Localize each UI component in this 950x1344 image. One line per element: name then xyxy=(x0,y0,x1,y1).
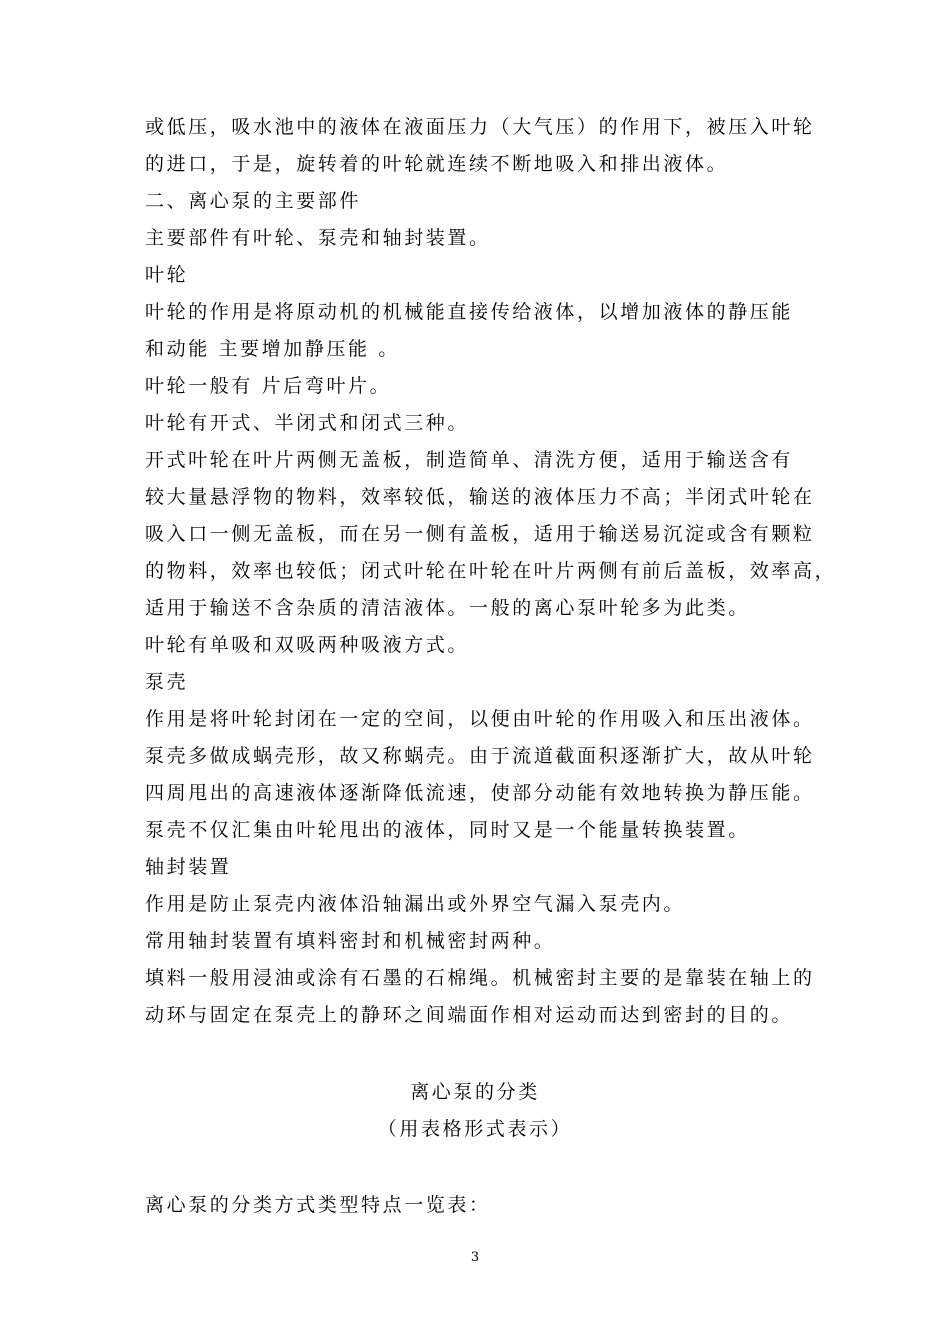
body-line: 作用是防止泵壳内液体沿轴漏出或外界空气漏入泵壳内。 xyxy=(145,893,686,915)
body-line: 的物料，效率也较低；闭式叶轮在叶轮在叶片两侧有前后盖板，效率高， xyxy=(145,560,837,582)
body-line: 吸入口一侧无盖板，而在另一侧有盖板，适用于输送易沉淀或含有颗粒 xyxy=(145,523,815,545)
body-line: 或低压，吸水池中的液体在液面压力（大气压）的作用下，被压入叶轮 xyxy=(145,116,815,138)
body-line: 开式叶轮在叶片两侧无盖板，制造简单、清洗方便，适用于输送含有 xyxy=(145,449,794,471)
body-line: 较大量悬浮物的物料，效率较低，输送的液体压力不高；半闭式叶轮在 xyxy=(145,486,815,508)
subsection-heading-casing: 泵壳 xyxy=(145,671,189,693)
body-line: 动环与固定在泵壳上的静环之间端面作相对运动而达到密封的目的。 xyxy=(145,1004,794,1026)
subsection-heading-impeller: 叶轮 xyxy=(145,264,189,286)
body-line: 和动能 主要增加静压能 。 xyxy=(145,338,400,360)
body-line: 泵壳多做成蜗壳形，故又称蜗壳。由于流道截面积逐渐扩大，故从叶轮 xyxy=(145,745,815,767)
body-line: 填料一般用浸油或涂有石墨的石棉绳。机械密封主要的是靠装在轴上的 xyxy=(145,967,815,989)
body-line: 的进口，于是，旋转着的叶轮就连续不断地吸入和排出液体。 xyxy=(145,153,729,175)
body-line: 作用是将叶轮封闭在一定的空间，以便由叶轮的作用吸入和压出液体。 xyxy=(145,708,815,730)
subsection-heading-shaft-seal: 轴封装置 xyxy=(145,856,232,878)
body-line: 叶轮的作用是将原动机的机械能直接传给液体，以增加液体的静压能 xyxy=(145,301,794,323)
body-line: 叶轮有单吸和双吸两种吸液方式。 xyxy=(145,634,470,656)
body-line: 主要部件有叶轮、泵壳和轴封装置。 xyxy=(145,227,491,249)
section-heading: 二、离心泵的主要部件 xyxy=(145,190,362,212)
page-number: 3 xyxy=(470,1250,480,1265)
body-line: 泵壳不仅汇集由叶轮甩出的液体，同时又是一个能量转换装置。 xyxy=(145,819,750,841)
body-line: 适用于输送不含杂质的清洁液体。一般的离心泵叶轮多为此类。 xyxy=(145,597,750,619)
section-subtitle: （用表格形式表示） xyxy=(377,1118,573,1140)
body-line: 四周甩出的高速液体逐渐降低流速，使部分动能有效地转换为静压能。 xyxy=(145,782,815,804)
body-line: 常用轴封装置有填料密封和机械密封两种。 xyxy=(145,930,556,952)
section-title: 离心泵的分类 xyxy=(410,1081,540,1103)
body-line: 叶轮一般有 片后弯叶片。 xyxy=(145,375,392,397)
table-intro: 离心泵的分类方式类型特点一览表： xyxy=(145,1194,491,1216)
body-line: 叶轮有开式、半闭式和闭式三种。 xyxy=(145,412,470,434)
